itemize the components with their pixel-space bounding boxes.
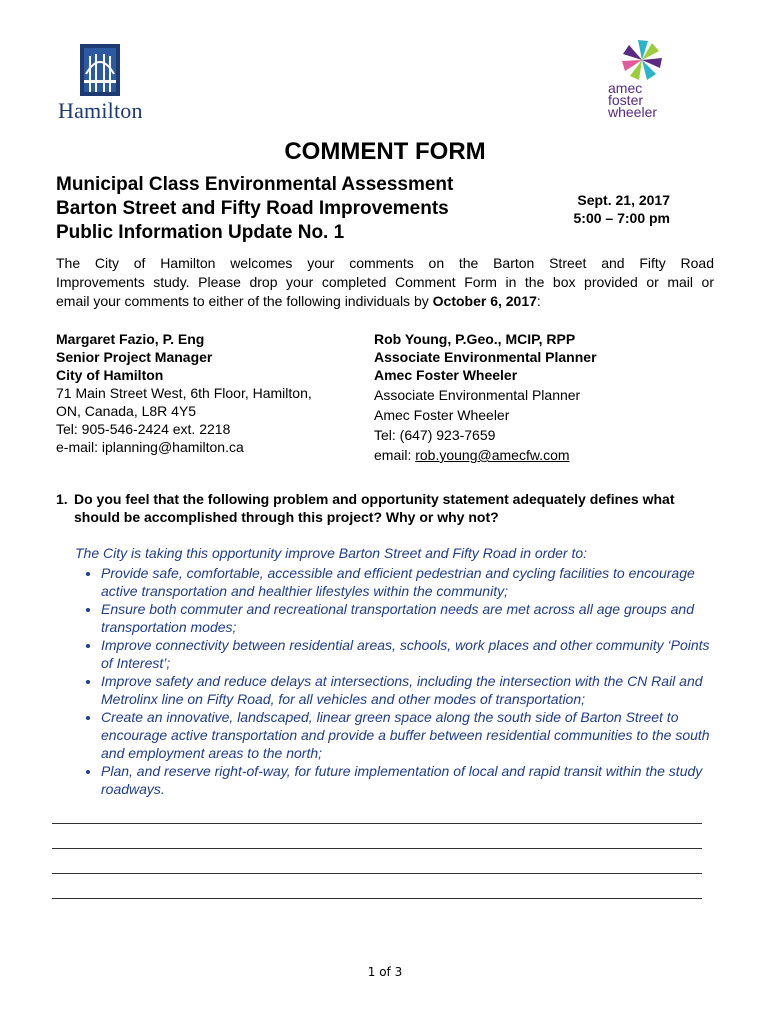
project-line-1: Municipal Class Environmental Assessment [56, 174, 454, 195]
list-item: • Create an innovative, landscaped, linear green space along the south side of Barton Street to encourage active transportation and provide a buffer between residential communities to the south and employment areas to the north; [101, 708, 715, 762]
list-item: • Improve safety and reduce delays at intersections, including the intersection with the CN Rail and Metrolinx line on Fifty Road, for all vehicles and other modes of transportation; [101, 672, 715, 708]
contact-left-address-1: 71 Main Street West, 6th Floor, Hamilton, [56, 385, 312, 401]
contact-right-email-line [374, 446, 704, 464]
project-line-2: Barton Street and Fifty Road Improvements [56, 198, 449, 219]
list-item: • Ensure both commuter and recreational transportation needs are met across all age groups and transportation modes; [101, 600, 715, 636]
question-text: Do you feel that the following problem and opportunity statement adequately defines what should be accomplished through this project? Why or why not? [74, 491, 675, 525]
contact-right [374, 330, 704, 464]
contact-right-email-label: email: [374, 447, 416, 463]
comment-writing-line[interactable] [52, 873, 702, 874]
contact-left-email: e-mail: iplanning@hamilton.ca [56, 439, 244, 455]
hamilton-bridge-icon [80, 44, 120, 96]
contact-left-address-2: ON, Canada, L8R 4Y5 [56, 403, 197, 419]
intro-line-1: The City of Hamilton welcomes your comments on the Barton Street and Fifty Road [56, 255, 714, 271]
hamilton-logo [58, 44, 158, 128]
amec-foster-wheeler-logo [600, 38, 680, 124]
deadline-date: October 6, 2017 [432, 293, 537, 309]
intro-line-3 [56, 292, 714, 311]
comment-writing-line[interactable] [52, 823, 702, 824]
form-title: COMMENT FORM [284, 138, 486, 165]
contact-left-tel: Tel: 905-546-2424 ext. 2218 [56, 421, 231, 437]
contact-right-title-2: Associate Environmental Planner [374, 387, 581, 403]
list-item: • Provide safe, comfortable, accessible and efficient pedestrian and cycling facilities to encourage active transportation and healthier lifestyles within the community; [101, 564, 715, 600]
contact-left-org: City of Hamilton [56, 367, 164, 383]
contact-right-tel: Tel: (647) 923-7659 [374, 427, 496, 443]
wheeler-word-line: wheeler [608, 104, 658, 120]
hamilton-wordmark: Hamilton [58, 98, 143, 123]
problem-statement-list [75, 564, 715, 798]
intro-paragraph [56, 254, 714, 311]
contact-left-title: Senior Project Manager [56, 349, 213, 365]
problem-statement-intro: The City is taking this opportunity improve Barton Street and Fifty Road in order to: [75, 545, 588, 561]
contact-right-title: Associate Environmental Planner [374, 349, 597, 365]
contact-left-name: Margaret Fazio, P. Eng [56, 331, 205, 347]
intro-line-2: Improvements study. Please drop your completed Comment Form in the box provided or mail or [56, 274, 714, 290]
list-item: • Plan, and reserve right-of-way, for future implementation of local and rapid transit within the study roadways. [101, 762, 715, 798]
amec-word-line: amec [608, 80, 643, 96]
amec-pinwheel-icon [614, 38, 670, 82]
problem-statement [75, 544, 715, 798]
comment-writing-line[interactable] [52, 898, 702, 899]
contact-right-email-link[interactable]: rob.young@amecfw.com [415, 447, 570, 463]
intro-line-3-text: email your comments to either of the following individuals by [56, 293, 433, 309]
project-line-3: Public Information Update No. 1 [56, 222, 345, 243]
foster-word-line: foster [608, 92, 644, 108]
contact-left [56, 330, 356, 456]
list-item: • Improve connectivity between residential areas, schools, work places and other community ‘Points of Interest’; [101, 636, 715, 672]
contact-right-name: Rob Young, P.Geo., MCIP, RPP [374, 331, 576, 347]
question-number: 1. [56, 491, 68, 507]
event-date: Sept. 21, 2017 [577, 192, 670, 208]
contact-right-org: Amec Foster Wheeler [374, 367, 518, 383]
page-number: 1 of 3 [367, 965, 403, 979]
intro-line-3-end: : [536, 293, 541, 309]
event-time: 5:00 – 7:00 pm [573, 210, 670, 226]
comment-writing-line[interactable] [52, 848, 702, 849]
contact-right-org-2: Amec Foster Wheeler [374, 407, 510, 423]
